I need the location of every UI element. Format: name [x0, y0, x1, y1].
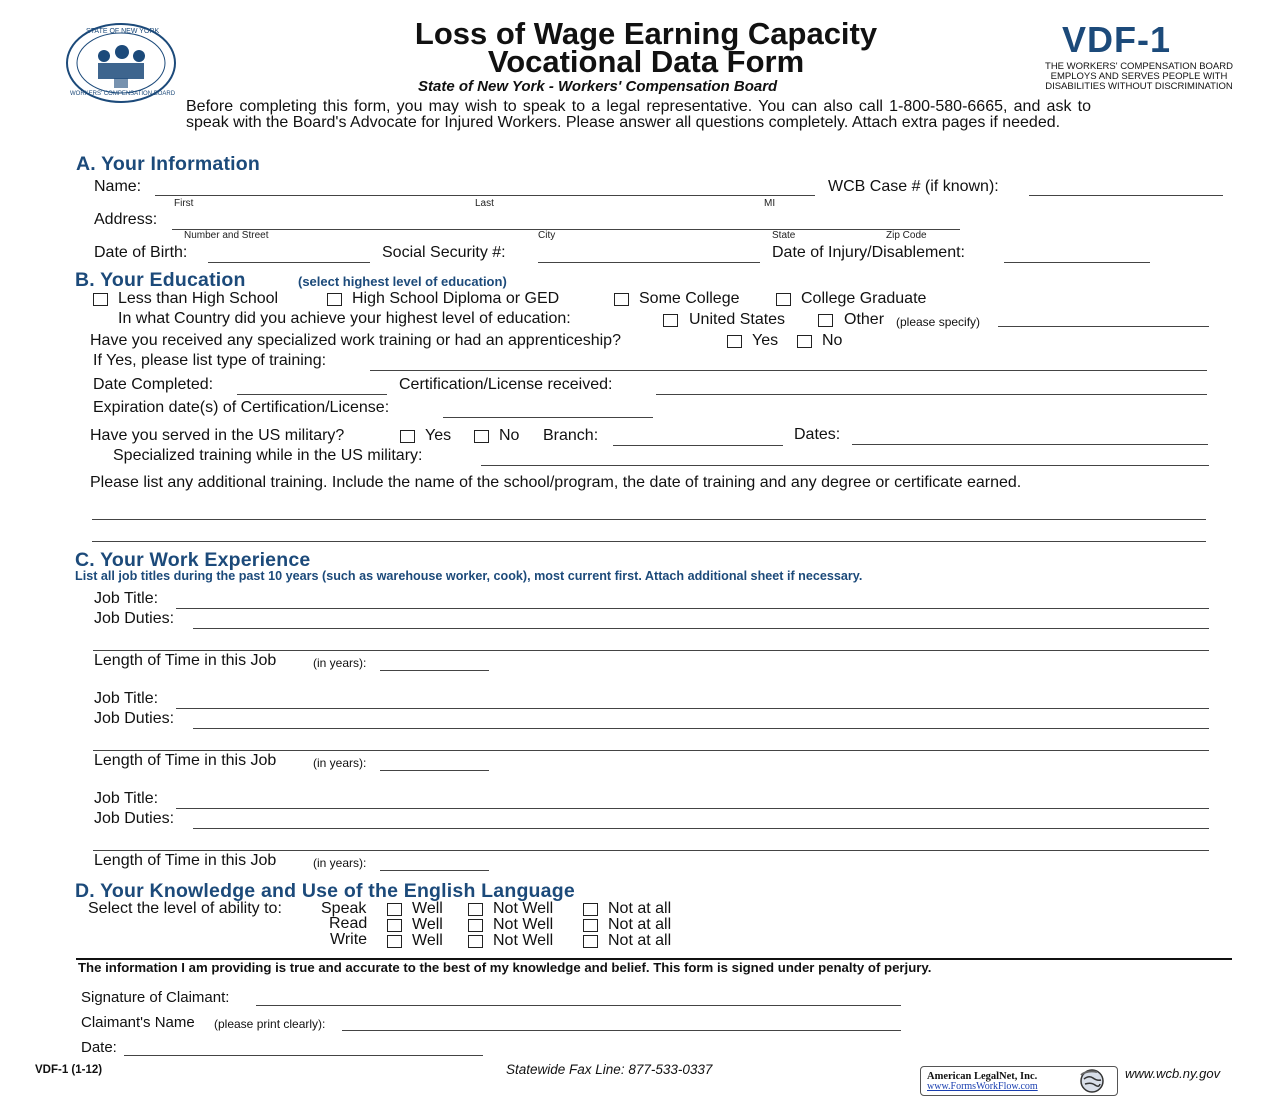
- date-completed-label: Date Completed:: [93, 376, 214, 393]
- job3-duties-input[interactable]: [193, 810, 1209, 829]
- section-c-heading: C. Your Work Experience: [75, 549, 311, 571]
- date-label: Date:: [81, 1039, 117, 1056]
- write-well-label: Well: [412, 932, 443, 949]
- seal-text-top: STATE OF NEW YORK: [86, 28, 160, 35]
- read-notwell-label: Not Well: [493, 916, 554, 933]
- seal-text-bottom: WORKERS' COMPENSATION BOARD: [70, 91, 176, 97]
- form-subtitle: State of New York - Workers' Compensation Board: [418, 78, 778, 95]
- cert-label: Certification/License received:: [399, 376, 613, 393]
- write-notatall-label: Not at all: [608, 932, 672, 949]
- job3-length-input[interactable]: [380, 852, 489, 871]
- additional-training-line2[interactable]: [92, 523, 1206, 542]
- speak-notatall-label: Not at all: [608, 900, 672, 917]
- edu-hs-diploma-checkbox[interactable]: [327, 293, 342, 306]
- branch-input[interactable]: [613, 427, 783, 446]
- job3-length-note: (in years):: [313, 856, 367, 870]
- website[interactable]: www.wcb.ny.gov: [1125, 1066, 1221, 1081]
- cert-input[interactable]: [656, 376, 1207, 395]
- job2-duties-line2[interactable]: [93, 732, 1209, 751]
- dob-input[interactable]: [208, 244, 370, 263]
- nondiscrimination-line3: DISABILITIES WITHOUT DISCRIMINATION: [1045, 81, 1233, 92]
- country-us-label: United States: [689, 311, 786, 328]
- job2-duties-label: Job Duties:: [94, 710, 175, 727]
- skill-read-label: Read: [329, 915, 368, 932]
- dob-label: Date of Birth:: [94, 244, 188, 261]
- job3-duties-line2[interactable]: [93, 832, 1209, 851]
- country-other-label: Other: [844, 311, 885, 328]
- job3-title-label: Job Title:: [94, 790, 159, 807]
- ssn-input[interactable]: [538, 244, 760, 263]
- signature-label: Signature of Claimant:: [81, 989, 230, 1006]
- read-notwell-checkbox[interactable]: [468, 919, 483, 932]
- read-notatall-label: Not at all: [608, 916, 672, 933]
- country-other-note: (please specify): [896, 315, 981, 329]
- edu-less-than-hs-checkbox[interactable]: [93, 293, 108, 306]
- skill-speak-label: Speak: [321, 900, 367, 917]
- claimant-name-input[interactable]: [342, 1012, 901, 1031]
- military-yes-checkbox[interactable]: [400, 430, 415, 443]
- job1-title-input[interactable]: [176, 590, 1209, 609]
- nondiscrimination-line2: EMPLOYS AND SERVES PEOPLE WITH: [1050, 71, 1228, 82]
- training-yes-checkbox[interactable]: [727, 335, 742, 348]
- name-last-caption: Last: [475, 198, 494, 209]
- edu-hs-diploma-label: High School Diploma or GED: [352, 290, 560, 307]
- training-yes-label: Yes: [752, 332, 779, 349]
- training-question: Have you received any specialized work training or had an apprenticeship?: [90, 332, 621, 349]
- name-input[interactable]: [155, 177, 815, 196]
- ssn-label: Social Security #:: [382, 244, 506, 261]
- write-notatall-checkbox[interactable]: [583, 935, 598, 948]
- job2-length-label: Length of Time in this Job: [94, 752, 277, 769]
- military-dates-input[interactable]: [852, 426, 1208, 445]
- address-street-caption: Number and Street: [184, 230, 269, 241]
- training-no-checkbox[interactable]: [797, 335, 812, 348]
- military-no-label: No: [499, 427, 520, 444]
- fax-line: Statewide Fax Line: 877-533-0337: [506, 1062, 713, 1077]
- job3-length-label: Length of Time in this Job: [94, 852, 277, 869]
- form-title-line2: Vocational Data Form: [487, 44, 805, 79]
- country-other-checkbox[interactable]: [818, 314, 833, 327]
- address-state-caption: State: [772, 230, 796, 241]
- date-completed-input[interactable]: [237, 376, 387, 395]
- edu-college-grad-label: College Graduate: [801, 290, 927, 307]
- expiration-input[interactable]: [443, 399, 653, 418]
- speak-notwell-label: Not Well: [493, 900, 554, 917]
- job1-length-input[interactable]: [380, 652, 489, 671]
- job1-title-label: Job Title:: [94, 590, 159, 607]
- address-city-caption: City: [538, 230, 556, 241]
- edu-college-grad-checkbox[interactable]: [776, 293, 791, 306]
- training-type-input[interactable]: [370, 352, 1207, 371]
- military-no-checkbox[interactable]: [474, 430, 489, 443]
- claimant-name-label: Claimant's Name: [81, 1014, 195, 1031]
- vendor-name: American LegalNet, Inc.: [927, 1071, 1038, 1082]
- job1-length-note: (in years):: [313, 656, 367, 670]
- edu-some-college-checkbox[interactable]: [614, 293, 629, 306]
- section-a-heading: A. Your Information: [76, 153, 260, 175]
- injury-date-input[interactable]: [1004, 244, 1150, 263]
- vendor-url[interactable]: www.FormsWorkFlow.com: [927, 1081, 1038, 1092]
- skill-write-label: Write: [330, 931, 368, 948]
- read-well-checkbox[interactable]: [387, 919, 402, 932]
- training-no-label: No: [822, 332, 843, 349]
- address-zip-caption: Zip Code: [886, 230, 927, 241]
- mil-training-input[interactable]: [481, 447, 1209, 466]
- write-notwell-label: Not Well: [493, 932, 554, 949]
- job3-title-input[interactable]: [176, 790, 1209, 809]
- dates-label: Dates:: [794, 426, 841, 443]
- speak-notwell-checkbox[interactable]: [468, 903, 483, 916]
- job1-duties-label: Job Duties:: [94, 610, 175, 627]
- globe-icon: [1079, 1068, 1105, 1094]
- form-version: VDF-1 (1-12): [35, 1064, 103, 1076]
- edu-some-college-label: Some College: [639, 290, 740, 307]
- case-number-input[interactable]: [1029, 177, 1223, 196]
- job2-duties-input[interactable]: [193, 710, 1209, 729]
- address-input[interactable]: [172, 211, 960, 230]
- nondiscrimination-line1: THE WORKERS' COMPENSATION BOARD: [1045, 61, 1233, 72]
- address-label: Address:: [94, 211, 158, 228]
- branch-label: Branch:: [543, 427, 599, 444]
- certification-statement: The information I am providing is true and accurate to the best of my knowledge and belief. This form is signed under penalty of perjury.: [78, 960, 932, 975]
- signature-input[interactable]: [256, 987, 901, 1006]
- read-well-label: Well: [412, 916, 443, 933]
- additional-training-line1[interactable]: [92, 501, 1206, 520]
- job2-length-input[interactable]: [380, 752, 489, 771]
- country-us-checkbox[interactable]: [663, 314, 678, 327]
- section-c-instruction: List all job titles during the past 10 years (such as warehouse worker, cook), most current first. Attach additional sheet if necessary.: [75, 569, 863, 583]
- job2-title-input[interactable]: [176, 690, 1209, 709]
- date-input[interactable]: [124, 1037, 483, 1056]
- speak-well-label: Well: [412, 900, 443, 917]
- job1-length-label: Length of Time in this Job: [94, 652, 277, 669]
- name-first-caption: First: [174, 198, 194, 209]
- job2-length-note: (in years):: [313, 756, 367, 770]
- injury-date-label: Date of Injury/Disablement:: [772, 244, 965, 261]
- job1-duties-input[interactable]: [193, 610, 1209, 629]
- expiration-label: Expiration date(s) of Certification/License:: [93, 399, 390, 416]
- military-question: Have you served in the US military?: [90, 427, 345, 444]
- write-well-checkbox[interactable]: [387, 935, 402, 948]
- form-title-line1: Loss of Wage Earning Capacity: [414, 16, 878, 51]
- form-code: VDF-1: [1062, 19, 1172, 60]
- section-d-heading: D. Your Knowledge and Use of the English Language: [75, 880, 575, 902]
- vendor-badge[interactable]: [920, 1066, 1118, 1096]
- military-yes-label: Yes: [425, 427, 452, 444]
- job2-title-label: Job Title:: [94, 690, 159, 707]
- country-other-input[interactable]: [998, 308, 1209, 327]
- edu-less-than-hs-label: Less than High School: [118, 290, 279, 307]
- write-notwell-checkbox[interactable]: [468, 935, 483, 948]
- speak-notatall-checkbox[interactable]: [583, 903, 598, 916]
- edu-country-question: In what Country did you achieve your highest level of education:: [118, 310, 571, 327]
- english-prompt: Select the level of ability to:: [88, 900, 282, 917]
- speak-well-checkbox[interactable]: [387, 903, 402, 916]
- case-number-label: WCB Case # (if known):: [828, 178, 999, 195]
- training-type-label: If Yes, please list type of training:: [93, 352, 327, 369]
- read-notatall-checkbox[interactable]: [583, 919, 598, 932]
- mil-training-label: Specialized training while in the US military:: [113, 447, 423, 464]
- section-b-heading: B. Your Education: [75, 269, 246, 291]
- name-label: Name:: [94, 178, 142, 195]
- name-mi-caption: MI: [764, 198, 776, 209]
- intro-paragraph: Before completing this form, you may wish to speak to a legal representative. You can also call 1-800-580-6665, and ask to speak with the Board's Advocate for Injured Workers. Please answer all questions completely. Attach extra pages if needed.: [186, 98, 1091, 131]
- job1-duties-line2[interactable]: [93, 632, 1209, 651]
- claimant-name-note: (please print clearly):: [214, 1017, 326, 1031]
- section-b-note: (select highest level of education): [298, 274, 507, 289]
- job3-duties-label: Job Duties:: [94, 810, 175, 827]
- additional-training-label: Please list any additional training. Include the name of the school/program, the date of training and any degree or certificate earned.: [90, 474, 1022, 491]
